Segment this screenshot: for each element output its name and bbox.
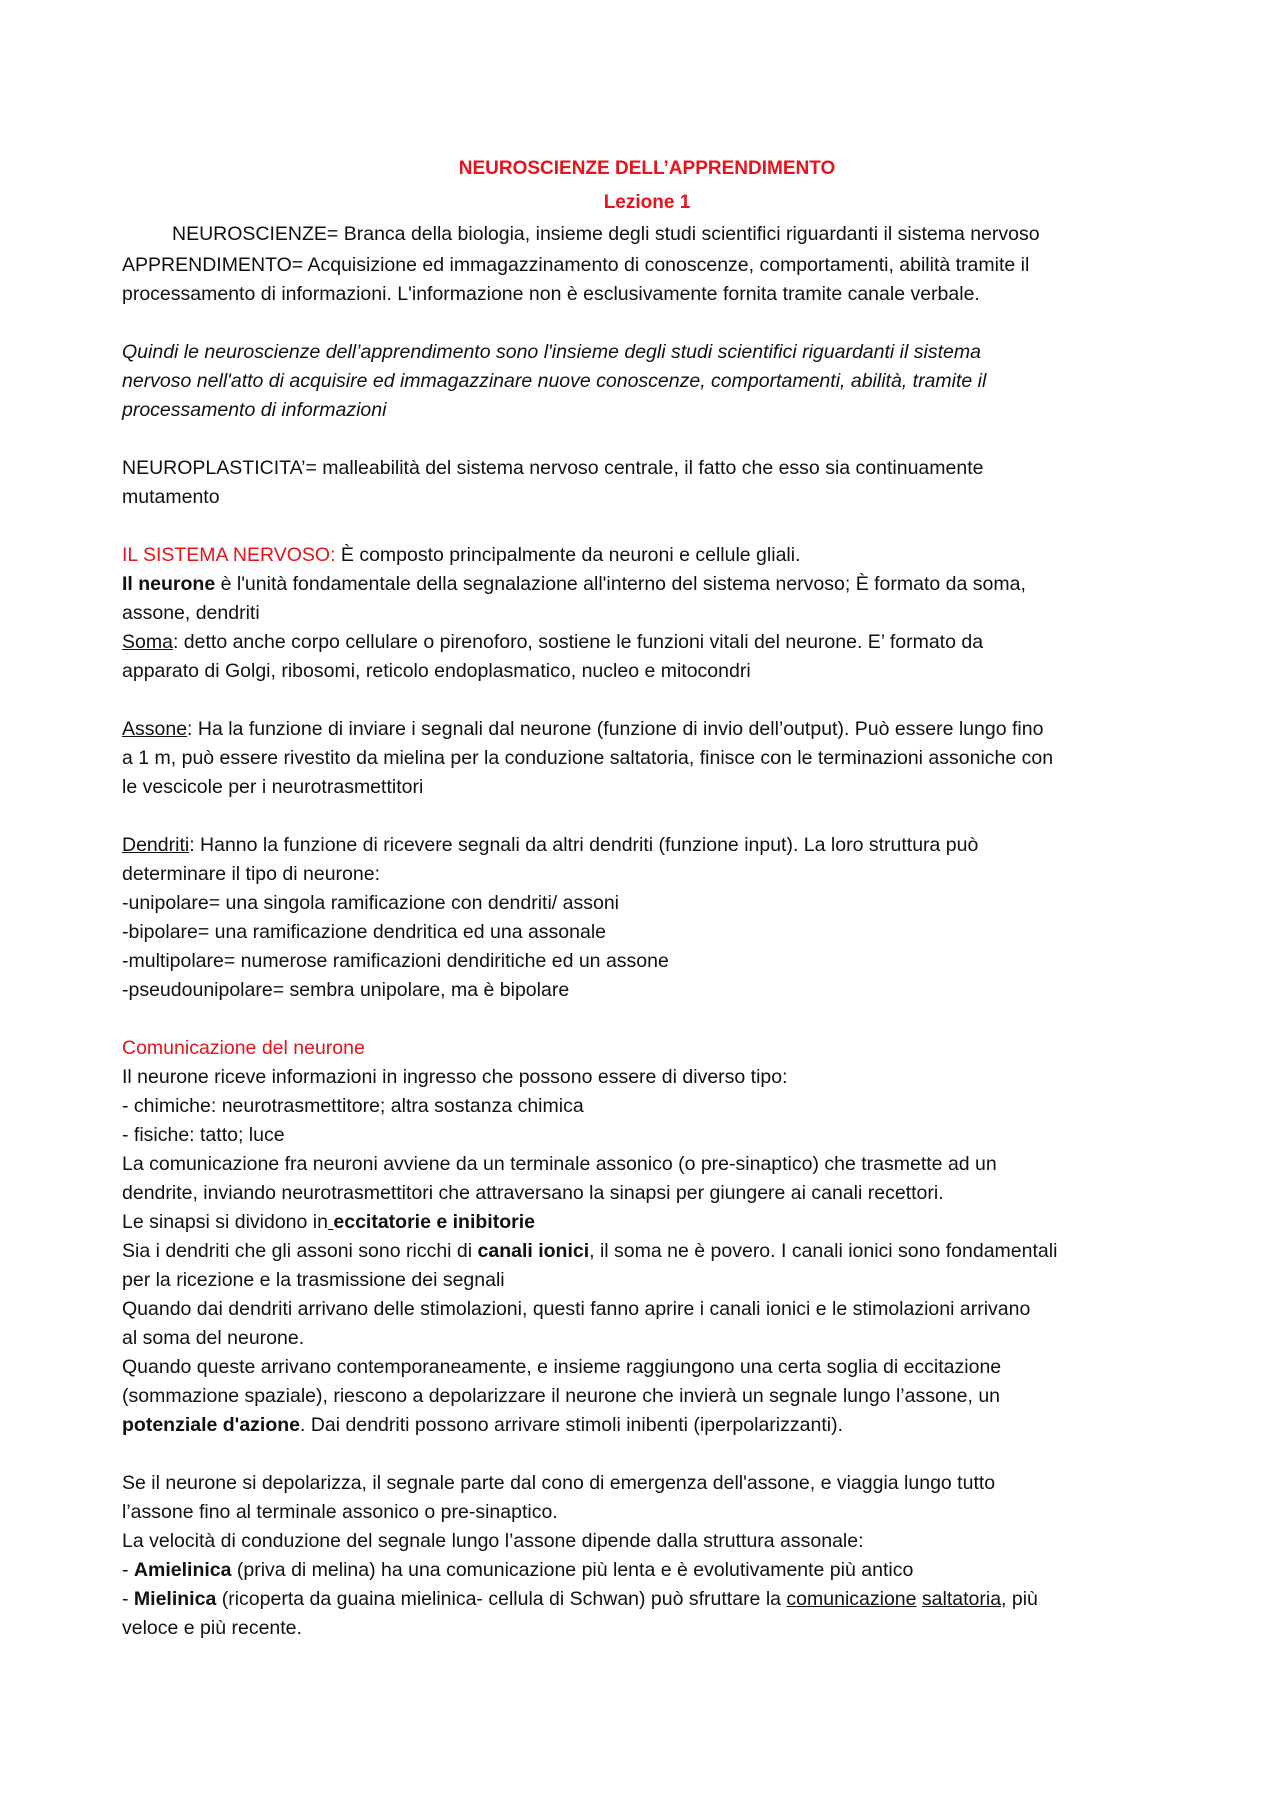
soma-line-2: apparato di Golgi, ribosomi, reticolo endoplasmatico, nucleo e mitocondri — [122, 660, 751, 682]
dendriti-line-2: determinare il tipo di neurone: — [122, 863, 380, 885]
depolarizza-line-1: Se il neurone si depolarizza, il segnale parte dal cono di emergenza dell'assone, e viaggia lungo tutto — [122, 1472, 996, 1494]
amielinica-dash: - — [122, 1559, 134, 1581]
assone-line-2: a 1 m, può essere rivestito da mielina per la conduzione saltatoria, finisce con le terminazioni assoniche con — [122, 747, 1054, 769]
dendriti-text: : Hanno la funzione di ricevere segnali da altri dendriti (funzione input). La loro struttura può — [189, 834, 979, 856]
sinapsi-line — [122, 1208, 1172, 1237]
paragraph-gap — [122, 425, 1172, 454]
soma-text: : detto anche corpo cellulare o pirenoforo, sostiene le funzioni vitali del neurone. E’ formato da — [172, 631, 984, 653]
soglia-line-1: Quando queste arrivano contemporaneamente, e insieme raggiungono una certa soglia di eccitazione — [122, 1356, 1002, 1378]
comunicazione-heading: Comunicazione del neurone — [122, 1037, 365, 1059]
potenziale-term: potenziale d'azione — [122, 1414, 300, 1436]
comunicazione-line-2: dendrite, inviando neurotrasmettitori che attraversano la sinapsi per giungere ai canali recettori. — [122, 1182, 944, 1204]
list-item: -bipolare= una ramificazione dendritica ed una assonale — [122, 921, 607, 943]
stimolazioni-line-1: Quando dai dendriti arrivano delle stimolazioni, questi fanno aprire i canali ionici e le stimolazioni arrivano — [122, 1298, 1031, 1320]
comunicazione-intro: Il neurone riceve informazioni in ingresso che possono essere di diverso tipo: — [122, 1066, 788, 1088]
amielinica-text: (priva di melina) ha una comunicazione più lenta e è evolutivamente più antico — [231, 1559, 914, 1581]
neurone-text: è l'unità fondamentale della segnalazione all'interno del sistema nervoso; È formato da soma, — [215, 573, 1026, 595]
potenziale-line — [122, 1411, 1172, 1440]
soglia-line-2: (sommazione spaziale), riescono a depolarizzare il neurone che invierà un segnale lungo l’assone, un — [122, 1385, 1001, 1407]
paragraph-gap — [122, 802, 1172, 831]
list-item: - chimiche: neurotrasmettitore; altra sostanza chimica — [122, 1095, 584, 1117]
stimolazioni-line-2: al soma del neurone. — [122, 1327, 305, 1349]
list-item: - fisiche: tatto; luce — [122, 1124, 285, 1146]
comunicazione-term: comunicazione — [786, 1588, 917, 1610]
neuroplasticita-line-1: NEUROPLASTICITA’= malleabilità del sistema nervoso centrale, il fatto che esso sia continuamente — [122, 457, 984, 479]
paragraph-gap — [122, 686, 1172, 715]
mielinica-text: (ricoperta da guaina mielinica- cellula di Schwan) può sfruttare la — [216, 1588, 787, 1610]
sinapsi-types: eccitatorie e inibitorie — [333, 1211, 535, 1233]
mielinica-line-1 — [122, 1585, 1172, 1614]
mielinica-term: Mielinica — [133, 1588, 217, 1610]
sinapsi-text: Le sinapsi si dividono in — [122, 1211, 328, 1233]
assone-line-1 — [122, 715, 1172, 744]
canali-line-2: per la ricezione e la trasmissione dei segnali — [122, 1269, 505, 1291]
sistema-nervoso-heading: IL SISTEMA NERVOSO: — [122, 544, 336, 566]
comunicazione-line-1: La comunicazione fra neuroni avviene da un terminale assonico (o pre-sinaptico) che trasmette ad un — [122, 1153, 997, 1175]
canali-line-1 — [122, 1237, 1172, 1266]
assone-line-3: le vescicole per i neurotrasmettitori — [122, 776, 424, 798]
assone-term: Assone — [122, 718, 188, 740]
neurone-line-2: assone, dendriti — [122, 602, 260, 624]
assone-text: : Ha la funzione di inviare i segnali dal neurone (funzione di invio dell’output). Può essere lungo fino — [187, 718, 1044, 740]
soma-term: Soma — [122, 631, 173, 653]
soma-line-1 — [122, 628, 1172, 657]
sistema-nervoso-text: È composto principalmente da neuroni e cellule gliali. — [335, 544, 801, 566]
list-item: -pseudounipolare= sembra unipolare, ma è bipolare — [122, 979, 570, 1001]
dendriti-line-1 — [122, 831, 1172, 860]
document-body — [122, 152, 1172, 1643]
paragraph-gap — [122, 512, 1172, 541]
paragraph-gap — [122, 309, 1172, 338]
saltatoria-term: saltatoria — [921, 1588, 1002, 1610]
amielinica-term: Amielinica — [133, 1559, 232, 1581]
neurone-line-1 — [122, 570, 1172, 599]
document-title: NEUROSCIENZE DELL’APPRENDIMENTO — [458, 158, 836, 179]
mielinica-dash: - — [122, 1588, 134, 1610]
neuroplasticita-line-2: mutamento — [122, 486, 220, 508]
mielinica-line-2: veloce e più recente. — [122, 1617, 302, 1639]
canali-text-pre: Sia i dendriti che gli assoni sono ricchi di — [122, 1240, 478, 1262]
definition-apprendimento-line-1: APPRENDIMENTO= Acquisizione ed immagazzinamento di conoscenze, comportamenti, abilità tramite il — [122, 254, 1030, 276]
list-item: -multipolare= numerose ramificazioni dendiritiche ed un assone — [122, 950, 669, 972]
lesson-subtitle: Lezione 1 — [603, 192, 691, 213]
sistema-nervoso-line — [122, 541, 1172, 570]
summary-line-1: Quindi le neuroscienze dell’apprendimento sono l'insieme degli studi scientifici riguardanti il sistema — [122, 341, 981, 363]
canali-text-post: , il soma ne è povero. I canali ionici sono fondamentali — [589, 1240, 1058, 1262]
summary-line-3: processamento di informazioni — [122, 399, 387, 421]
dendriti-term: Dendriti — [122, 834, 190, 856]
canali-term: canali ionici — [477, 1240, 590, 1262]
definition-neuroscienze: NEUROSCIENZE= Branca della biologia, insieme degli studi scientifici riguardanti il sistema nervoso — [172, 223, 1040, 245]
neurone-term: Il neurone — [122, 573, 216, 595]
depolarizza-line-2: l’assone fino al terminale assonico o pre-sinaptico. — [122, 1501, 558, 1523]
summary-line-2: nervoso nell'atto di acquisire ed immagazzinare nuove conoscenze, comportamenti, abilità, tramite il — [122, 370, 987, 392]
paragraph-gap — [122, 1005, 1172, 1034]
list-item: -unipolare= una singola ramificazione con dendriti/ assoni — [122, 892, 620, 914]
mielinica-text-end: , più — [1001, 1588, 1038, 1610]
amielinica-line — [122, 1556, 1172, 1585]
velocita-line: La velocità di conduzione del segnale lungo l’assone dipende dalla struttura assonale: — [122, 1530, 864, 1552]
potenziale-text: . Dai dendriti possono arrivare stimoli inibenti (iperpolarizzanti). — [300, 1414, 843, 1436]
paragraph-gap — [122, 1440, 1172, 1469]
definition-apprendimento-line-2: processamento di informazioni. L'informazione non è esclusivamente fornita tramite canale verbale. — [122, 283, 980, 305]
